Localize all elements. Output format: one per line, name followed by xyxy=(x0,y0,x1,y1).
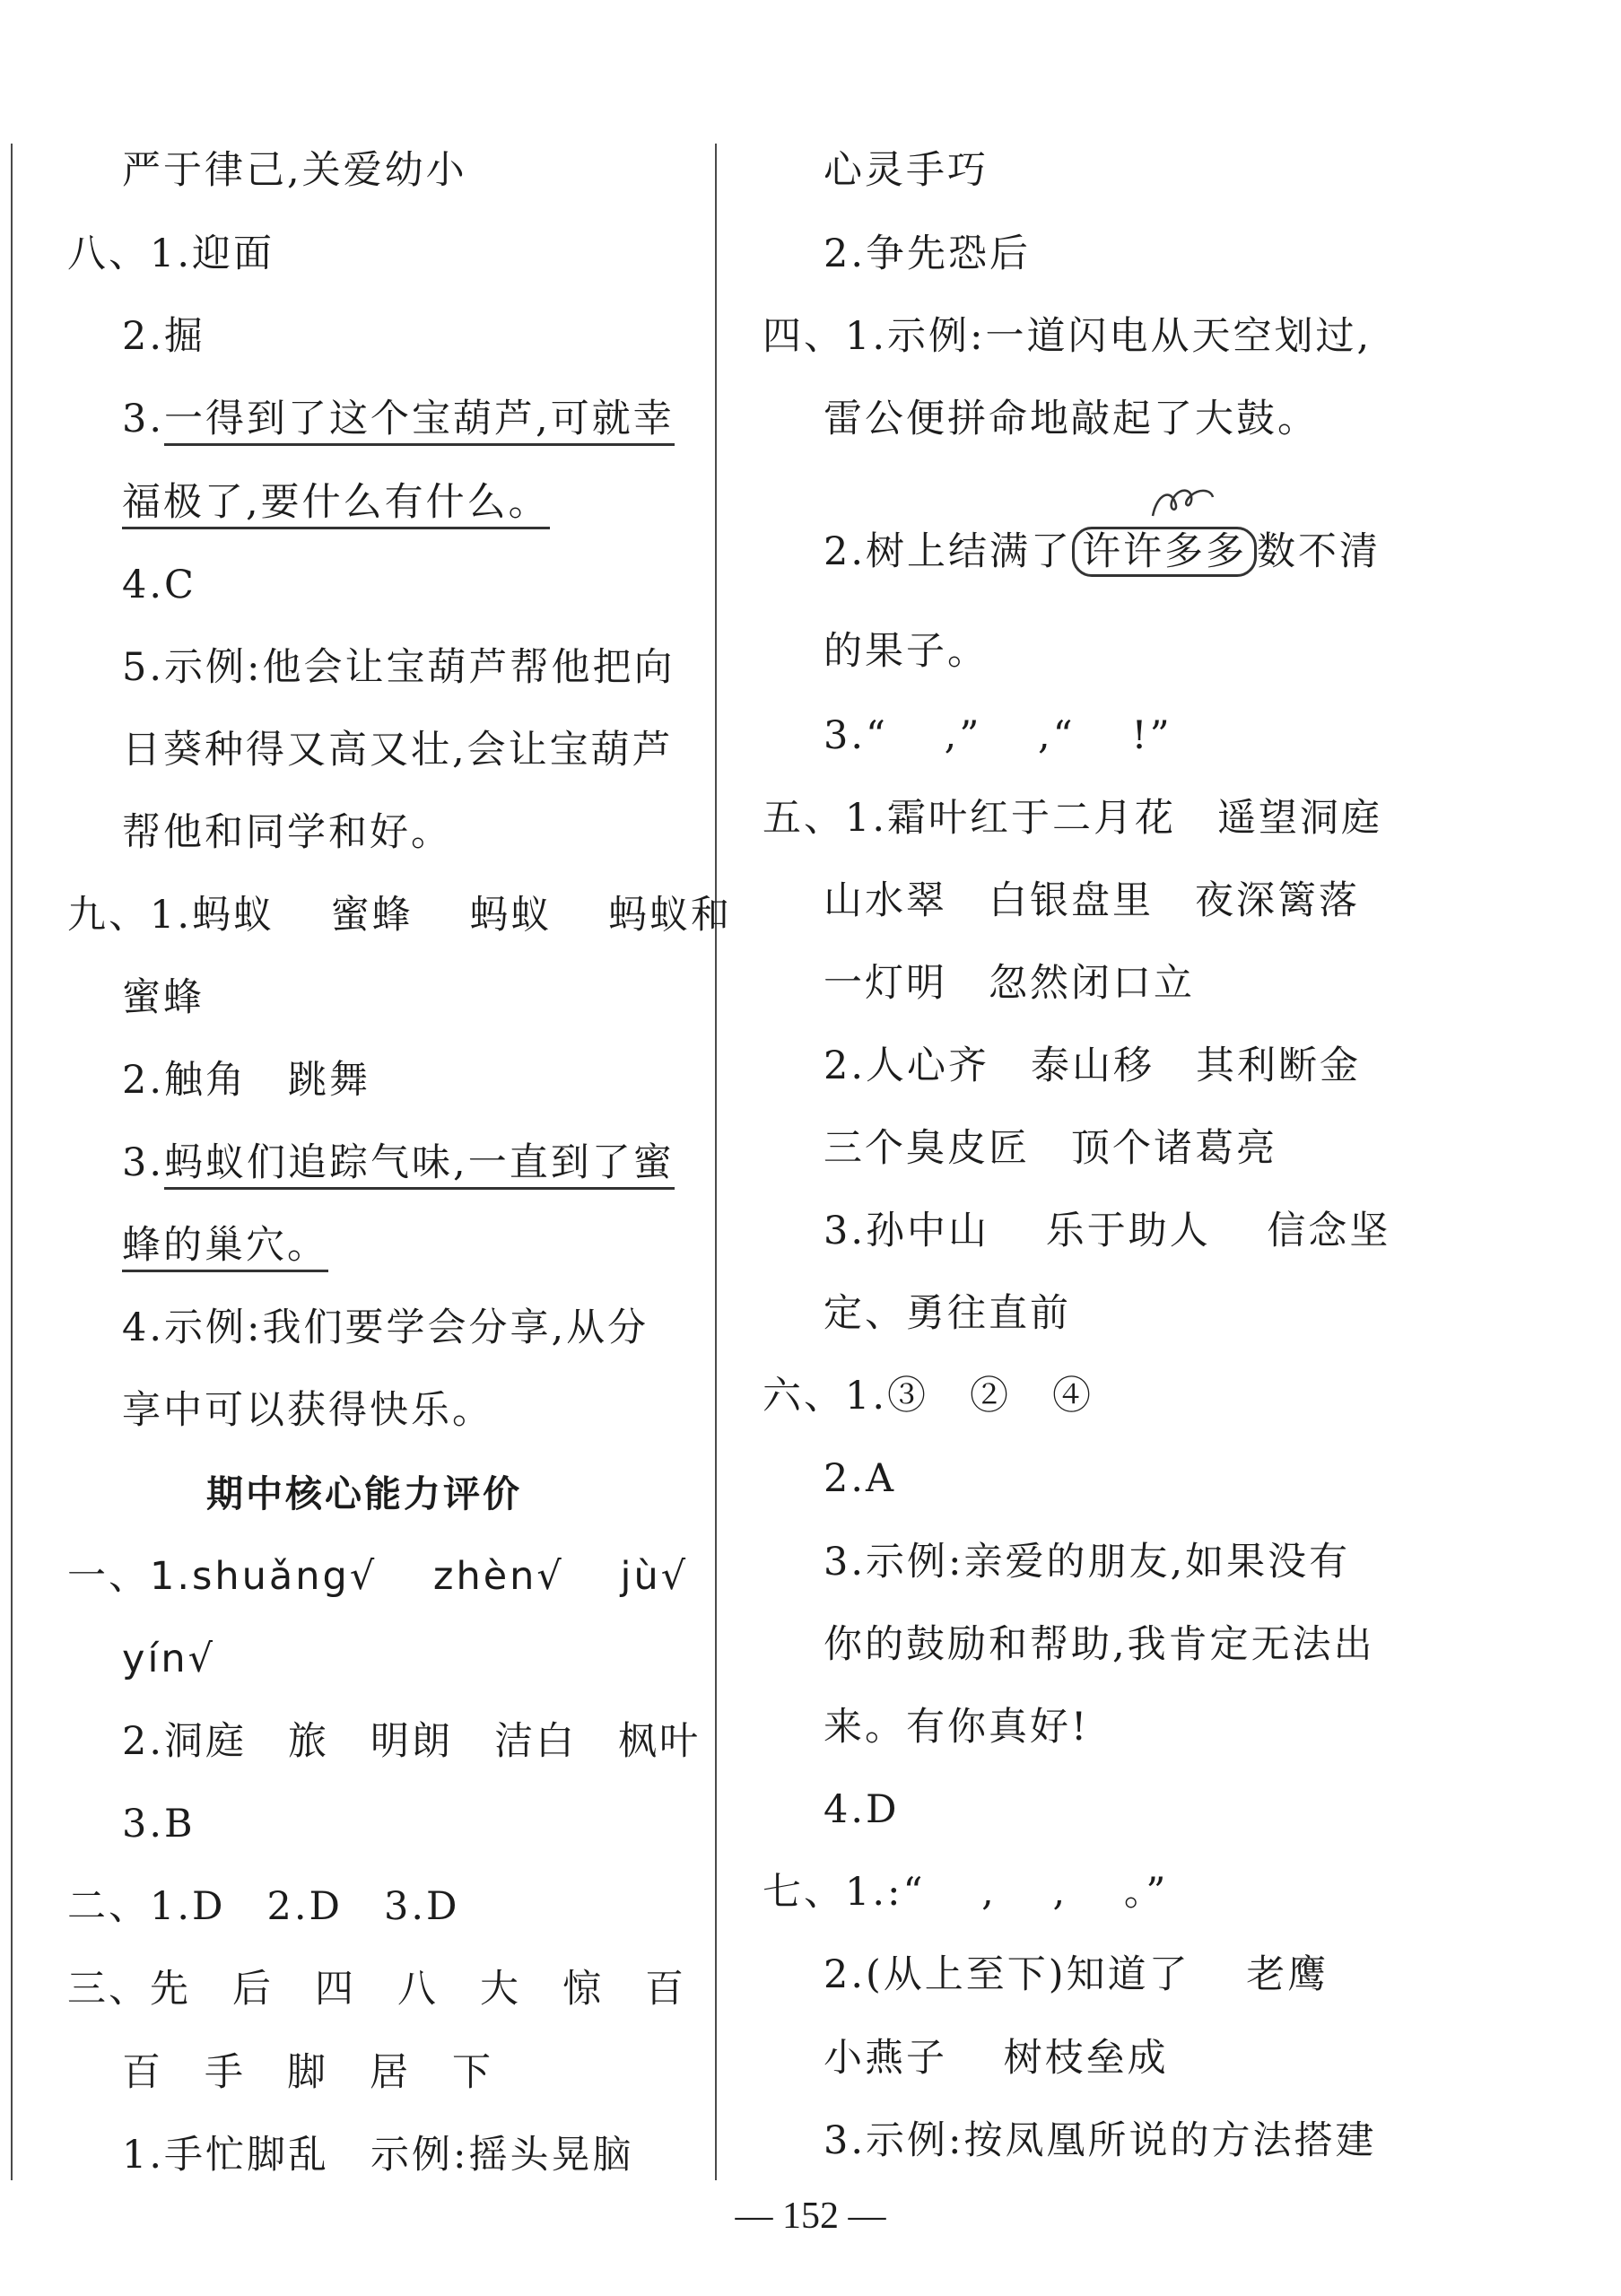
answer-line: 2.争先恐后 xyxy=(824,231,1032,276)
underlined-text: 一得到了这个宝葫芦,可就幸 xyxy=(164,397,675,446)
answer-line: 2.(从上至下)知道了 老鹰 xyxy=(824,1952,1329,1997)
answer-line: 一灯明 忽然闭口立 xyxy=(824,961,1195,1006)
answer-line: 一、1.shuǎng√ zhèn√ jù√ xyxy=(67,1554,689,1599)
circled-text: 许许多多 xyxy=(1072,527,1257,577)
answer-line: 3.孙中山 乐于助人 信念坚 xyxy=(824,1209,1391,1253)
answer-line: 你的鼓励和帮助,我肯定无法出 xyxy=(824,1622,1375,1667)
underlined-text: 福极了,要什么有什么。 xyxy=(122,480,550,529)
answer-line: 4.D xyxy=(824,1787,900,1832)
correction-mark-icon xyxy=(1148,485,1220,520)
answer-line: 5.示例:他会让宝葫芦帮他把向 xyxy=(122,645,675,690)
answer-line: yín√ xyxy=(122,1637,216,1681)
answer-line: 三个臭皮匠 顶个诸葛亮 xyxy=(824,1126,1277,1171)
answer-line: 2.掘 xyxy=(122,314,206,359)
answer-line: 八、1.迎面 xyxy=(67,231,275,276)
answer-line: 享中可以获得快乐。 xyxy=(122,1388,493,1433)
answer-line: 四、1.示例:一道闪电从天空划过, xyxy=(763,314,1373,359)
answer-line: 1.手忙脚乱 示例:摇头晃脑 xyxy=(122,2133,634,2178)
underlined-text: 蚂蚁们追踪气味,一直到了蜜 xyxy=(164,1140,675,1190)
answer-text: 2.树上结满了 xyxy=(824,529,1073,574)
answer-line: 来。有你真好! xyxy=(824,1705,1090,1750)
answer-line: 蜜蜂 xyxy=(122,975,205,1020)
answer-line: 2.洞庭 旅 明朗 洁白 枫叶 xyxy=(122,1719,702,1764)
answer-line xyxy=(122,392,675,446)
answer-line: 雷公便拼命地敲起了大鼓。 xyxy=(824,397,1319,441)
answer-line: 的果子。 xyxy=(824,629,989,674)
answer-prefix: 3. xyxy=(122,1140,165,1185)
answer-line: 七、1.:“ , , 。” xyxy=(763,1870,1169,1915)
answer-line: 五、1.霜叶红于二月花 遥望洞庭 xyxy=(763,796,1383,841)
answer-prefix: 3. xyxy=(122,397,165,441)
answer-line xyxy=(122,1218,328,1272)
answer-line: 二、1.D 2.D 3.D xyxy=(67,1884,460,1929)
underlined-text: 蜂的巢穴。 xyxy=(122,1223,328,1272)
answer-line: 4.示例:我们要学会分享,从分 xyxy=(122,1305,649,1350)
answer-line: 严于律己,关爱幼小 xyxy=(122,148,467,193)
answer-line: 3.示例:亲爱的朋友,如果没有 xyxy=(824,1540,1351,1585)
column-divider xyxy=(715,144,717,2180)
answer-line xyxy=(824,525,1381,579)
answer-line: 九、1.蚂蚁 蜜蜂 蚂蚁 蚂蚁和 xyxy=(67,893,733,938)
answer-line: 2.触角 跳舞 xyxy=(122,1058,371,1103)
answer-line: 2.A xyxy=(824,1456,897,1501)
answer-line: 六、1.③ ② ④ xyxy=(763,1374,1094,1419)
answer-line xyxy=(122,476,550,529)
answer-line: 百 手 脚 居 下 xyxy=(122,2050,493,2095)
left-margin-rule xyxy=(11,144,13,2180)
answer-line: 3.示例:按凤凰所说的方法搭建 xyxy=(824,2118,1377,2163)
answer-line: 3.B xyxy=(122,1802,196,1846)
page-number: — 152 — xyxy=(735,2196,886,2237)
answer-line: 帮他和同学和好。 xyxy=(122,810,452,855)
section-heading: 期中核心能力评价 xyxy=(206,1472,522,1515)
answer-line xyxy=(122,1136,675,1190)
answer-line: 心灵手巧 xyxy=(824,148,989,193)
answer-line: 定、勇往直前 xyxy=(824,1291,1071,1336)
answer-line: 日葵种得又高又壮,会让宝葫芦 xyxy=(122,728,674,773)
answer-line: 小燕子 树枝垒成 xyxy=(824,2036,1169,2081)
answer-line: 2.人心齐 泰山移 其利断金 xyxy=(824,1043,1362,1088)
answer-line: 3.“ ,” ,“ !” xyxy=(824,713,1172,758)
answer-line: 山水翠 白银盘里 夜深篱落 xyxy=(824,878,1360,923)
answer-line: 三、先 后 四 八 大 惊 百 xyxy=(67,1967,686,2012)
answer-text: 数不清 xyxy=(1257,529,1381,574)
answer-line: 4.C xyxy=(122,563,196,607)
